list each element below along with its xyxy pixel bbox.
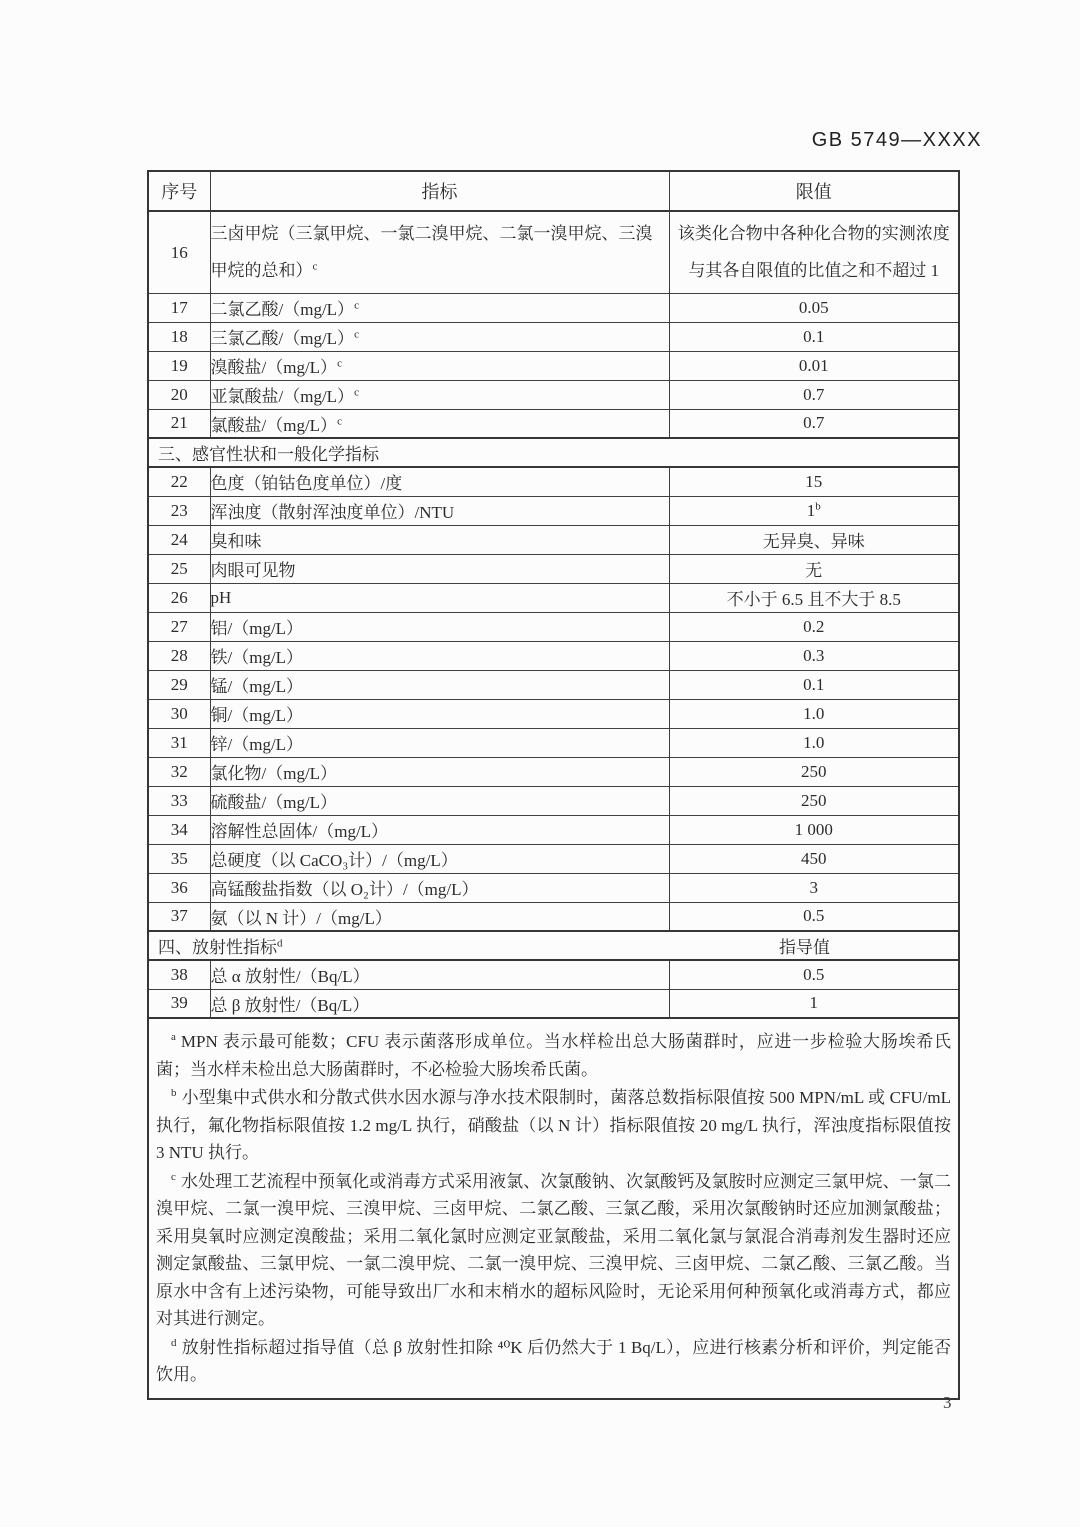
limit-text: 250: [801, 761, 827, 781]
footnotes-cell: [148, 1018, 959, 1399]
row-limit: [669, 757, 959, 786]
indicator-text: 总 α 放射性/（Bq/L）: [210, 967, 370, 987]
indicator-text: 氨（以 N 计）/（mg/L）: [210, 908, 392, 928]
footnote-marker: c: [171, 1170, 176, 1183]
limit-text: 15: [805, 471, 823, 491]
row-number: 23: [148, 496, 210, 525]
indicator-text: 三卤甲烷（三氯甲烷、一氯二溴甲烷、二氯一溴甲烷、三溴甲烷的总和）: [210, 224, 653, 281]
limit-text: 250: [801, 790, 827, 810]
footnote-text: MPN 表示最可能数；CFU 表示菌落形成单位。当水样检出总大肠菌群时，应进一步检验大肠埃希氏菌；当水样未检出总大肠菌群时，不必检验大肠埃希氏菌。: [156, 1032, 951, 1079]
row-limit: [669, 583, 959, 612]
indicator-footnote-ref: c: [354, 299, 359, 312]
section-title: [158, 440, 379, 465]
footnote: [156, 1084, 951, 1167]
row-indicator: [210, 873, 669, 902]
row-number: 22: [148, 467, 210, 496]
row-limit: [669, 351, 959, 380]
indicator-text: 铝/（mg/L）: [210, 619, 304, 638]
row-number: 33: [148, 786, 210, 815]
row-indicator: [210, 960, 669, 989]
indicator-text: 三氯乙酸/（mg/L）: [210, 329, 355, 348]
limit-text: 该类化合物中各种化合物的实测浓度与其各自限值的比值之和不超过 1: [677, 224, 950, 281]
footnote-text: 小型集中式供水和分散式供水因水源与净水技术限制时，菌落总数指标限值按 500 MPN/mL 或 CFU/mL 执行，氟化物指标限值按 1.2 mg/L 执行，硝酸盐（以 N 计）指标限值按 20 mg/L 执行，浑浊度指标限值按 3 NTU 执行。: [156, 1088, 951, 1162]
row-number: 24: [148, 525, 210, 554]
table-row: [148, 351, 959, 380]
row-indicator: [210, 351, 669, 380]
limit-text: 0.3: [803, 645, 825, 665]
row-indicator: [210, 989, 669, 1018]
table-row: [148, 699, 959, 728]
indicator-footnote-ref: c: [354, 328, 359, 341]
row-number: 35: [148, 844, 210, 873]
table-row: [148, 641, 959, 670]
limit-text: 0.7: [803, 384, 825, 404]
limit-text: 0.01: [798, 355, 829, 375]
table-row: [148, 873, 959, 902]
row-number: 30: [148, 699, 210, 728]
row-indicator: [210, 612, 669, 641]
table-row: [148, 322, 959, 351]
indicator-footnote-ref: c: [337, 415, 342, 428]
row-limit: [669, 815, 959, 844]
row-limit: [669, 786, 959, 815]
row-limit: [669, 211, 959, 293]
row-number: 27: [148, 612, 210, 641]
document-code: GB 5749—XXXX: [811, 129, 982, 151]
row-limit: [669, 612, 959, 641]
row-number: 16: [148, 211, 210, 293]
row-number: 18: [148, 322, 210, 351]
table-row: [148, 844, 959, 873]
row-number: 32: [148, 757, 210, 786]
row-number: 38: [148, 960, 210, 989]
indicator-text: 锌/（mg/L）: [210, 735, 304, 754]
table-header-row: [148, 171, 959, 211]
row-indicator: [210, 467, 669, 496]
limit-text: 1: [809, 993, 818, 1013]
row-number: 34: [148, 815, 210, 844]
row-limit: [669, 525, 959, 554]
limit-text: 0.1: [803, 326, 825, 346]
limit-text: 不小于 6.5 且不大于 8.5: [726, 590, 901, 609]
row-limit: [669, 873, 959, 902]
section-title-text: 三、感官性状和一般化学指标: [158, 445, 379, 464]
indicator-text: 氯化物/（mg/L）: [210, 764, 338, 783]
row-indicator: [210, 380, 669, 409]
row-limit: [669, 554, 959, 583]
footnote: [156, 1028, 951, 1083]
row-limit: [669, 380, 959, 409]
limit-text: 1: [806, 500, 816, 520]
indicator-text: 锰/（mg/L）: [210, 677, 304, 696]
limit-text: 0.5: [803, 964, 825, 984]
indicator-footnote-ref: c: [312, 260, 318, 273]
limit-text: 1.0: [803, 732, 825, 752]
table-row: [148, 496, 959, 525]
row-number: 25: [148, 554, 210, 583]
limit-text: 1 000: [794, 819, 833, 839]
row-number: 26: [148, 583, 210, 612]
indicator-text: pH: [210, 587, 232, 607]
row-limit: [669, 844, 959, 873]
row-indicator: [210, 699, 669, 728]
footnote-marker: b: [171, 1087, 177, 1100]
row-limit: [669, 322, 959, 351]
row-limit: [669, 409, 959, 438]
indicator-text: 铁/（mg/L）: [210, 648, 304, 667]
row-number: 21: [148, 409, 210, 438]
limit-text: 0.7: [803, 413, 825, 433]
limit-text: 0.1: [803, 674, 825, 694]
row-indicator: [210, 728, 669, 757]
row-indicator: [210, 670, 669, 699]
indicator-text: 铜/（mg/L）: [210, 706, 304, 725]
table-row: [148, 902, 959, 931]
row-limit: [669, 670, 959, 699]
limit-text: 0.5: [803, 906, 825, 926]
indicator-footnote-ref: c: [337, 357, 342, 370]
indicator-text: 溶解性总固体/（mg/L）: [210, 822, 389, 841]
row-indicator: [210, 583, 669, 612]
table-row: [148, 815, 959, 844]
footnotes-row: [148, 1018, 959, 1399]
row-number: 19: [148, 351, 210, 380]
indicator-footnote-ref: c: [354, 386, 359, 399]
row-limit: [669, 641, 959, 670]
row-indicator: [210, 409, 669, 438]
footnote-text: 水处理工艺流程中预氧化或消毒方式采用液氯、次氯酸钠、次氯酸钙及氯胺时应测定三氯甲烷、一氯二溴甲烷、二氯一溴甲烷、三溴甲烷、三卤甲烷、二氯乙酸、三氯乙酸，采用次氯酸钠时还应加测氯酸盐；采用臭氧时应测定溴酸盐；采用二氧化氯时应测定亚氯酸盐，采用二氧化氯与氯混合消毒剂发生器时还应测定氯酸盐、三氯甲烷、一氯二溴甲烷、二氯一溴甲烷、三溴甲烷、三卤甲烷、二氯乙酸、三氯乙酸。当原水中含有上述污染物，可能导致出厂水和末梢水的超标风险时，无论采用何种预氧化或消毒方式，都应对其进行测定。: [156, 1171, 951, 1328]
row-limit: [669, 496, 959, 525]
section-cell: [148, 438, 959, 467]
indicator-text: 溴酸盐/（mg/L）: [210, 358, 338, 377]
limit-text: 0.05: [798, 297, 829, 317]
row-indicator: [210, 525, 669, 554]
table-row: [148, 728, 959, 757]
limit-text: 3: [809, 877, 818, 897]
indicator-text: 高锰酸盐指数（以 O₂计）/（mg/L）: [210, 880, 479, 899]
table-row: [148, 293, 959, 322]
row-indicator: [210, 844, 669, 873]
row-indicator: [210, 902, 669, 931]
row-limit: [669, 902, 959, 931]
row-number: 29: [148, 670, 210, 699]
limit-text: 450: [801, 848, 827, 868]
column-header-limit: 限值: [669, 171, 959, 211]
section-title: [158, 933, 283, 958]
footnote: [156, 1334, 951, 1389]
table-row: [148, 612, 959, 641]
row-indicator: [210, 757, 669, 786]
limit-text: 无: [805, 561, 823, 580]
table-row: [148, 467, 959, 496]
row-indicator: [210, 815, 669, 844]
indicator-text: 氯酸盐/（mg/L）: [210, 415, 338, 435]
row-indicator: [210, 293, 669, 322]
row-number: 37: [148, 902, 210, 931]
indicator-text: 总硬度（以 CaCO₃计）/（mg/L）: [210, 851, 458, 870]
indicator-text: 浑浊度（散射浑浊度单位）/NTU: [210, 503, 455, 522]
limit-text: 1.0: [803, 703, 825, 723]
section-title-text: 四、放射性指标: [158, 938, 277, 957]
indicator-text: 二氯乙酸/（mg/L）: [210, 300, 355, 319]
table-row: [148, 757, 959, 786]
table-row: [148, 525, 959, 554]
table-row: [148, 786, 959, 815]
indicator-text: 肉眼可见物: [210, 561, 296, 580]
limit-footnote-ref: b: [815, 499, 821, 512]
water-quality-limits-table: [147, 170, 960, 1400]
section-row: [148, 931, 959, 960]
indicator-text: 硫酸盐/（mg/L）: [210, 793, 338, 812]
section-limit-label: 指导值: [779, 938, 830, 957]
row-limit: [669, 293, 959, 322]
table-row: [148, 960, 959, 989]
row-number: 20: [148, 380, 210, 409]
row-number: 28: [148, 641, 210, 670]
footnote-marker: d: [171, 1336, 177, 1349]
limit-text: 0.2: [803, 616, 825, 636]
column-header-indicator: 指标: [210, 171, 669, 211]
table-row: [148, 989, 959, 1018]
indicator-text: 臭和味: [210, 532, 262, 551]
table-row: [148, 554, 959, 583]
indicator-text: 色度（铂钴色度单位）/度: [210, 474, 403, 494]
row-indicator: [210, 554, 669, 583]
row-limit: [669, 699, 959, 728]
row-indicator: [210, 641, 669, 670]
footnote-marker: a: [171, 1031, 176, 1044]
row-indicator: [210, 322, 669, 351]
row-indicator: [210, 496, 669, 525]
row-number: 17: [148, 293, 210, 322]
row-limit: [669, 989, 959, 1018]
footnote: [156, 1168, 951, 1333]
table-row: [148, 409, 959, 438]
table-row: [148, 380, 959, 409]
row-number: 36: [148, 873, 210, 902]
row-limit: [669, 728, 959, 757]
row-indicator: [210, 211, 669, 293]
indicator-text: 亚氯酸盐/（mg/L）: [210, 387, 355, 406]
row-limit: [669, 467, 959, 496]
section-cell: [148, 931, 959, 960]
row-number: 31: [148, 728, 210, 757]
row-indicator: [210, 786, 669, 815]
indicator-text: 总 β 放射性/（Bq/L）: [210, 995, 370, 1015]
page-number: 3: [943, 1393, 952, 1412]
section-row: [148, 438, 959, 467]
table-row: [148, 670, 959, 699]
row-number: 39: [148, 989, 210, 1018]
column-header-number: 序号: [148, 171, 210, 211]
footnote-text: 放射性指标超过指导值（总 β 放射性扣除 ⁴⁰K 后仍然大于 1 Bq/L），应进行核素分析和评价，判定能否饮用。: [156, 1337, 951, 1384]
section-footnote-ref: d: [277, 937, 283, 950]
row-limit: [669, 960, 959, 989]
table-row: [148, 583, 959, 612]
table-row: [148, 211, 959, 293]
limit-text: 无异臭、异味: [762, 532, 865, 551]
